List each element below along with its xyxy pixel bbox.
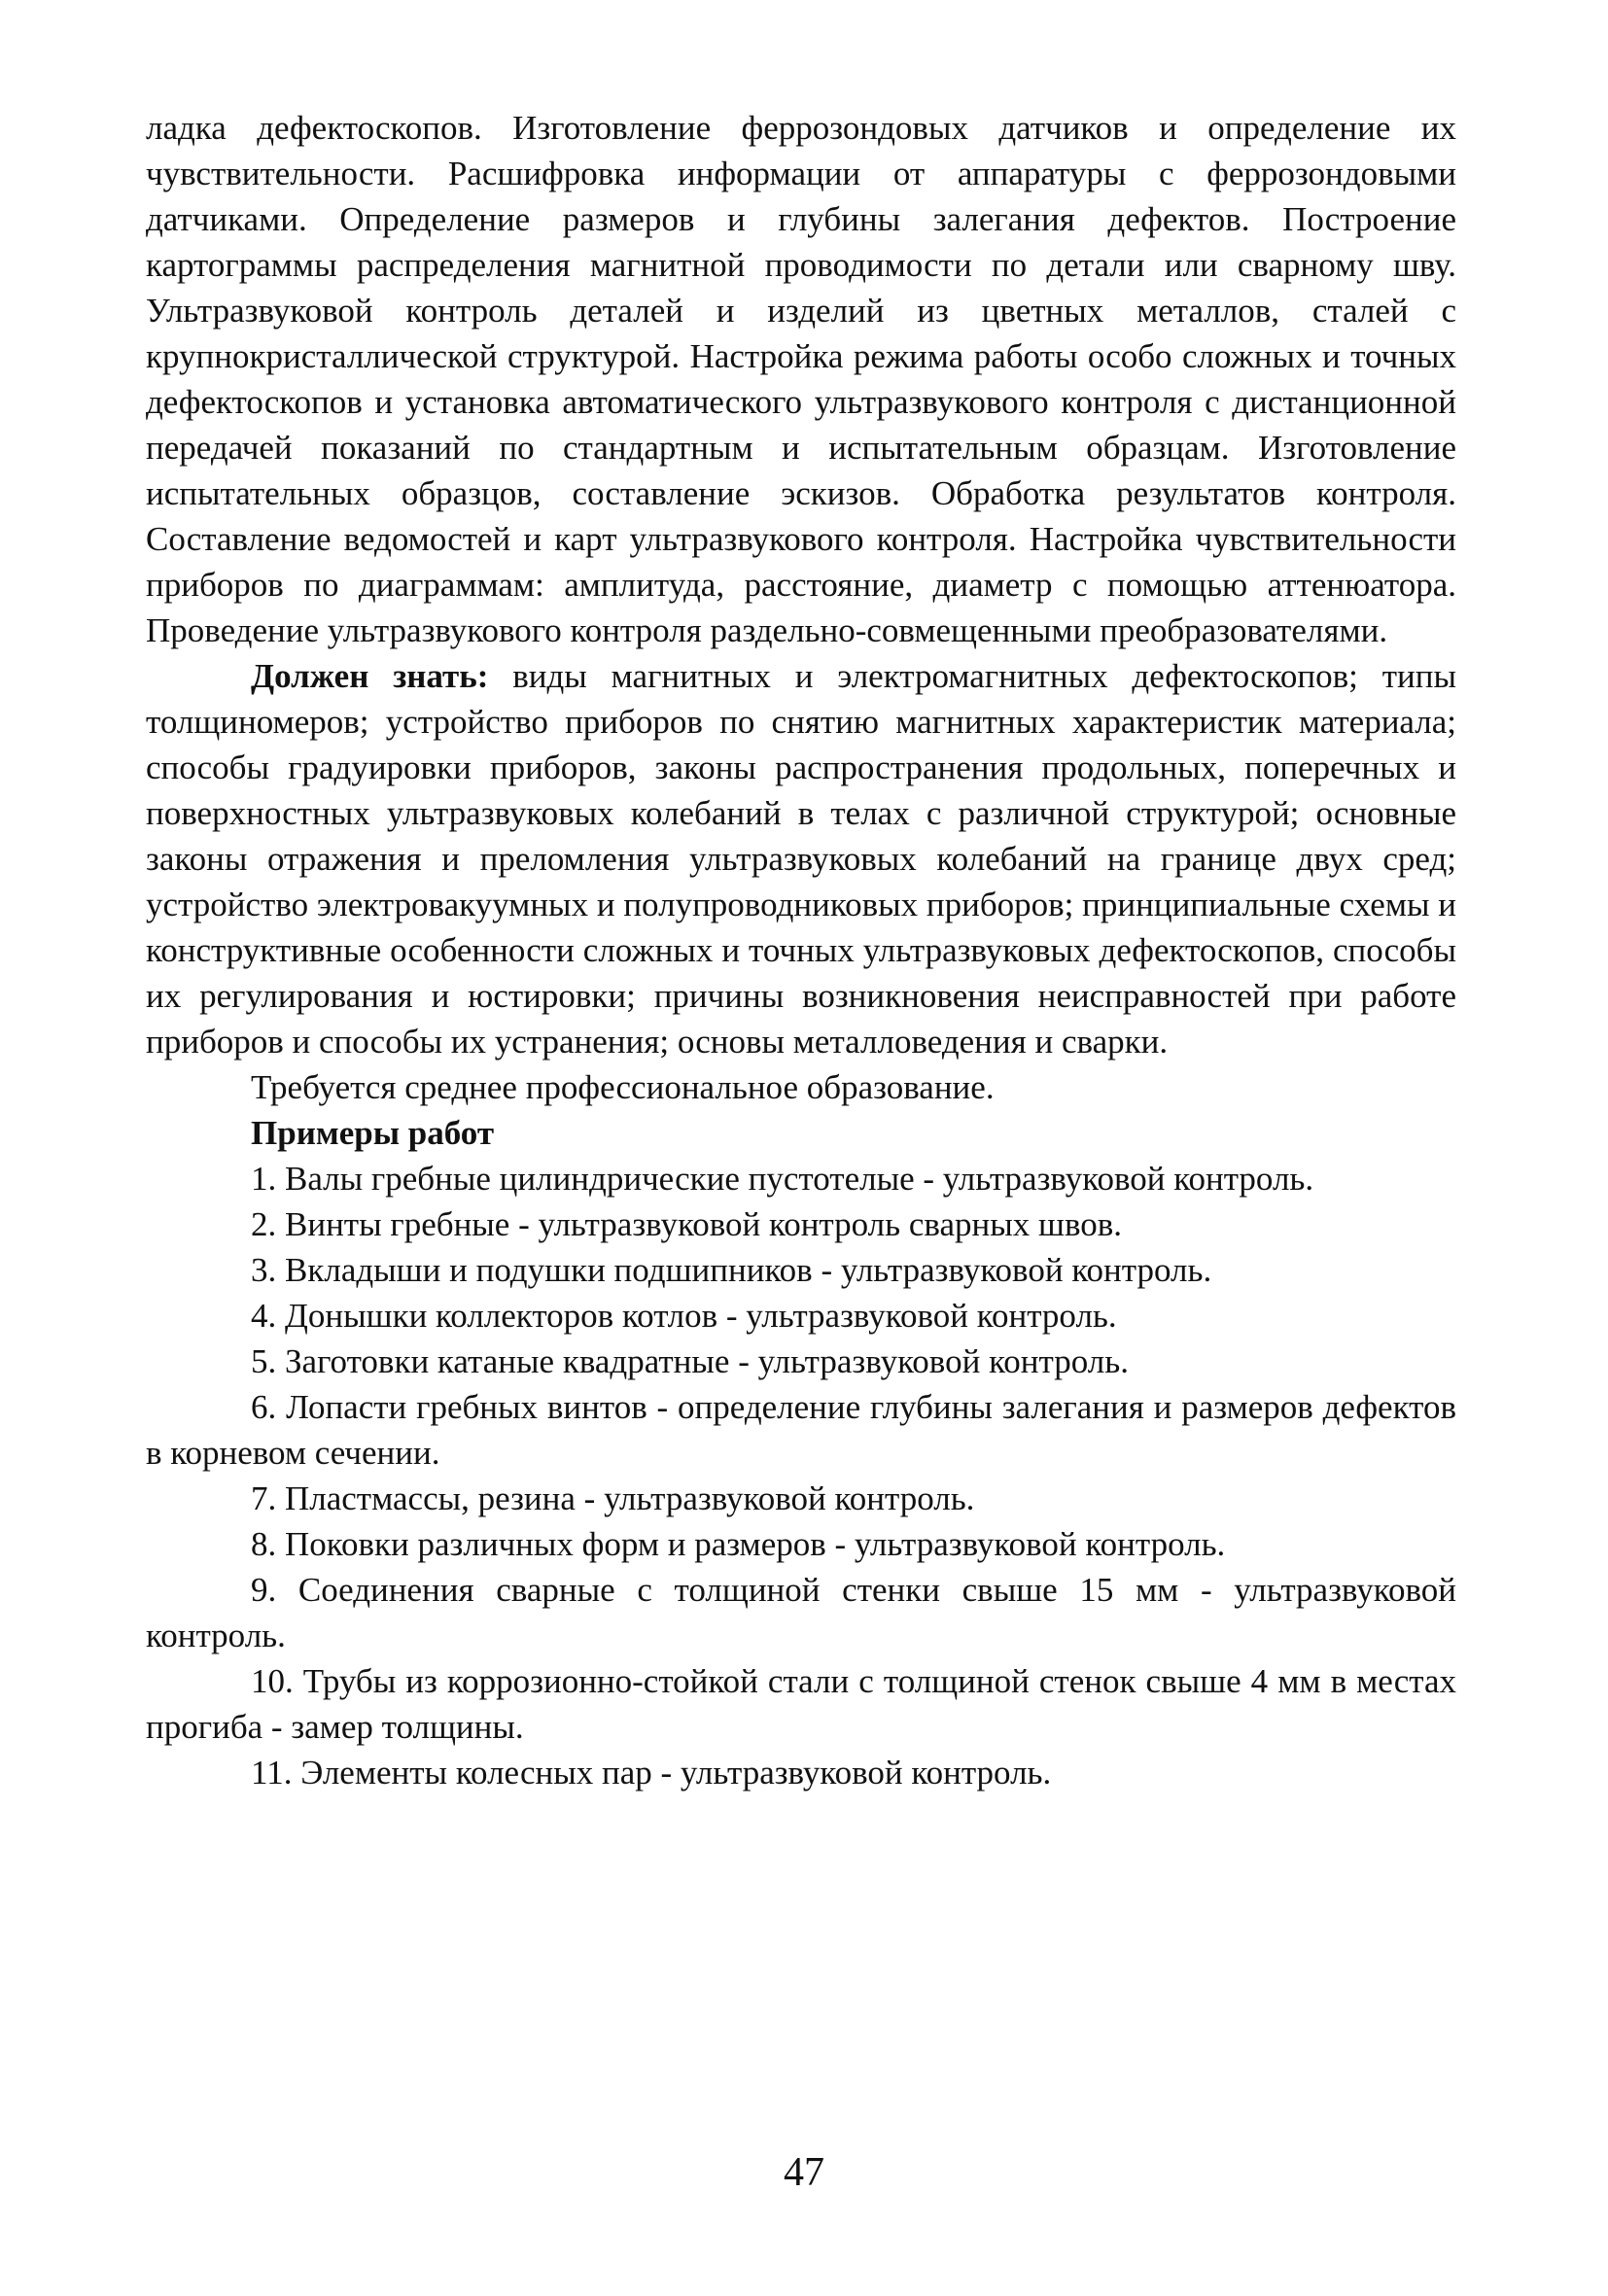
must-know-label: Должен знать: — [251, 657, 489, 695]
example-item: 7. Пластмассы, резина - ультразвуковой контроль. — [251, 1479, 975, 1517]
example-item: 6. Лопасти гребных винтов - определение глубины залегания и размеров дефектов в корневом сечении. — [146, 1388, 1456, 1472]
example-item: 2. Винты гребные - ультразвуковой контроль сварных швов. — [251, 1205, 1123, 1243]
example-item: 9. Соединения сварные с толщиной стенки свыше 15 мм - ультразвуковой контроль. — [146, 1571, 1456, 1654]
example-item: 3. Вкладыши и подушки подшипников - ультразвуковой контроль. — [251, 1251, 1212, 1289]
example-item: 4. Донышки коллекторов котлов - ультразвуковой контроль. — [251, 1297, 1117, 1335]
education-requirement: Требуется среднее профессиональное образование. — [251, 1068, 995, 1106]
example-item: 10. Трубы из коррозионно-стойкой стали с толщиной стенок свыше 4 мм в местах прогиба - замер толщины. — [146, 1662, 1456, 1746]
example-item: 8. Поковки различных форм и размеров - ультразвуковой контроль. — [251, 1525, 1226, 1563]
must-know-text: виды магнитных и электромагнитных дефектоскопов; типы толщиномеров; устройство приборов по снятию магнитных характеристик материала; способы градуировки приборов, законы распространения продольных, поперечных и поверхностных ультразвуковых колебаний в телах с различной структурой; основные законы отражения и преломления ультразвуковых колебаний на границе двух сред; устройство электровакуумных и полупроводниковых приборов; принципиальные схемы и конструктивные особенности сложных и точных ультразвуковых дефектоскопов, способы их регулирования и юстировки; причины возникновения неисправностей при работе приборов и способы их устранения; основы металловедения и сварки. — [146, 657, 1456, 1061]
body-text — [146, 105, 1456, 1795]
examples-heading: Примеры работ — [251, 1114, 495, 1152]
continuation-paragraph: ладка дефектоскопов. Изготовление феррозондовых датчиков и определение их чувствительности. Расшифровка информации от аппаратуры с феррозондовыми датчиками. Определение размеров и глубины залегания дефектов. Построение картограммы распределения магнитной проводимости по детали или сварному шву. Ультразвуковой контроль деталей и изделий из цветных металлов, сталей с крупнокристаллической структурой. Настройка режима работы особо сложных и точных дефектоскопов и установка автоматического ультразвукового контроля с дистанционной передачей показаний по стандартным и испытательным образцам. Изготовление испытательных образцов, составление эскизов. Обработка результатов контроля. Составление ведомостей и карт ультразвукового контроля. Настройка чувствительности приборов по диаграммам: амплитуда, расстояние, диаметр с помощью аттенюатора. Проведение ультразвукового контроля раздельно-совмещенными преобразователями. — [146, 109, 1456, 649]
example-item: 11. Элементы колесных пар - ультразвуковой контроль. — [251, 1754, 1052, 1792]
must-know-paragraph — [146, 653, 1456, 1064]
page-number: 47 — [784, 2150, 824, 2195]
example-item: 5. Заготовки катаные квадратные - ультразвуковой контроль. — [251, 1342, 1129, 1380]
example-item: 1. Валы гребные цилиндрические пустотелые - ультразвуковой контроль. — [251, 1160, 1314, 1198]
